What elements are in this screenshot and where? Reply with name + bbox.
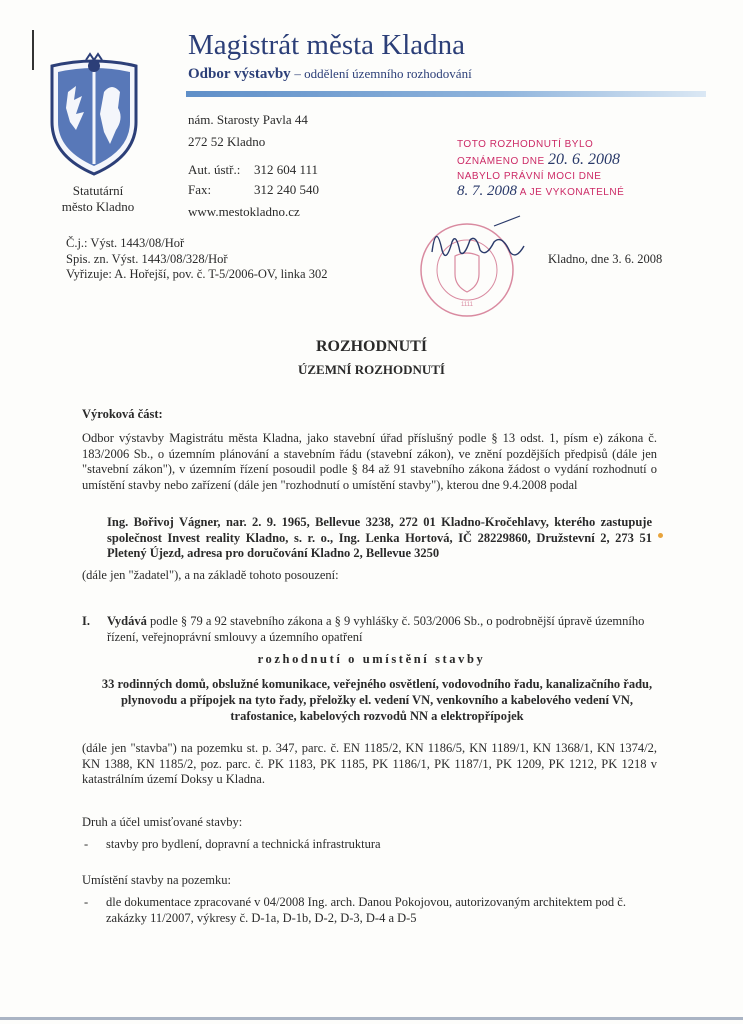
druh-bullet: - bbox=[84, 837, 89, 851]
crest-caption bbox=[46, 183, 150, 215]
druh-item: stavby pro bydlení, dopravní a technická infrastruktura bbox=[106, 837, 381, 851]
department-subtitle bbox=[188, 66, 472, 83]
margin-mark bbox=[32, 30, 34, 70]
stamp-line3: NABYLO PRÁVNÍ MOCI DNE bbox=[457, 171, 602, 182]
margin-dot bbox=[658, 533, 663, 538]
umisteni-title: Umístění stavby na pozemku: bbox=[82, 873, 231, 887]
address-line1: nám. Starosty Pavla 44 bbox=[188, 112, 308, 127]
decision-title: rozhodnutí o umístění stavby bbox=[257, 652, 486, 666]
stamp-line4: 8. 7. 2008 A JE VYKONATELNÉ bbox=[457, 183, 625, 199]
applicant-paragraph: Ing. Bořivoj Vágner, nar. 2. 9. 1965, Bellevue 3238, 272 01 Kladno-Kročehlavy, kterého zastupuje společnost Invest reality Kladno, s. r. o., Ing. Lenka Hortová, IČ 28229860, Družstevní 2, 273 51 Pletený Újezd, adresa pro doručování Kladno 2, Bellevue 3250 bbox=[107, 515, 652, 560]
umisteni-bullet: - bbox=[84, 895, 89, 909]
department-name: Odbor výstavby bbox=[188, 66, 291, 82]
page-title: Magistrát města Kladna bbox=[188, 29, 466, 61]
fax-value: 312 240 540 bbox=[254, 182, 319, 197]
stamp-date-announced: 20. 6. 2008 bbox=[547, 151, 620, 168]
druh-title: Druh a účel umisťované stavby: bbox=[82, 815, 243, 829]
intro-paragraph: Odbor výstavby Magistrátu města Kladna, jako stavební úřad příslušný podle § 13 odst. 1, písm e) zákona č. 183/2006 Sb., o územním plánování a stavebním řádu (stavební zákon), ve znění pozdějších předpisů (dále jen "stavební zákon"), v územním řízení posoudil podle § 84 až 91 stavebního zákona žádost o vydání rozhodnutí o umístění stavby nebo zařízení (dále jen "rozhodnutí o umístění stavby"), kterou dne 9.4.2008 podal bbox=[82, 431, 657, 492]
address-block bbox=[188, 112, 428, 220]
umisteni-item: dle dokumentace zpracované v 04/2008 Ing. arch. Danou Pokojovou, autorizovaným architektem pod č. zakázky 11/2007, výkresy č. D-1a, D-1b, D-2, D-3, D-4 a D-5 bbox=[106, 895, 626, 925]
place-date: Kladno, dne 3. 6. 2008 bbox=[548, 252, 663, 266]
reference-block bbox=[66, 236, 426, 283]
document-subheading: ÚZEMNÍ ROZHODNUTÍ bbox=[298, 362, 445, 377]
item-verb: Vydává bbox=[107, 614, 147, 628]
item-paragraph bbox=[107, 614, 659, 645]
seal-number: 1111 bbox=[460, 302, 474, 308]
phone-label: Aut. ústř.: bbox=[188, 162, 241, 177]
section-title: Výroková část: bbox=[82, 407, 163, 421]
item-text: podle § 79 a 92 stavebního zákona a § 9 vyhlášky č. 503/2006 Sb., o podrobnější úpravě územního řízení, veřejnoprávní smlouvy a územního opatření bbox=[107, 614, 645, 644]
website: www.mestokladno.cz bbox=[188, 204, 300, 219]
reference-cj: Č.j.: Výst. 1443/08/Hoř bbox=[66, 236, 185, 250]
department-section: – oddělení územního rozhodování bbox=[294, 66, 472, 81]
crest-caption-line1: Statutární bbox=[72, 183, 124, 198]
fax-label: Fax: bbox=[188, 182, 212, 197]
parcels-paragraph: (dále jen "stavba") na pozemku st. p. 347, parc. č. EN 1185/2, KN 1186/5, KN 1189/1, KN 1368/1, KN 1374/2, KN 1388, KN 1185/2, poz. parc. č. PK 1183, PK 1185, PK 1186/1, PK 1187/1, PK 1209, PK 1212, PK 1218 v katastrálním území Doksy u Kladna. bbox=[82, 741, 657, 786]
phone-value: 312 604 111 bbox=[254, 162, 319, 177]
reference-spis: Spis. zn. Výst. 1443/08/328/Hoř bbox=[66, 251, 228, 266]
phone-row bbox=[188, 162, 428, 182]
header-rule bbox=[186, 91, 706, 97]
stamp-line1: TOTO ROZHODNUTÍ BYLO bbox=[457, 139, 594, 150]
project-description: 33 rodinných domů, obslužné komunikace, veřejného osvětlení, vodovodního řadu, kanalizačního řadu, plynovodu a přípojek na tyto řady, přeložky el. vedení VN, venkovního a kabelového vedení VN, trafostanice, kabelových rozvodů NN a elektropřípojek bbox=[101, 677, 653, 723]
crest-caption-line2: město Kladno bbox=[61, 199, 135, 214]
handwritten-signature bbox=[424, 212, 534, 272]
scan-edge bbox=[0, 1017, 743, 1020]
city-crest-logo bbox=[46, 52, 142, 176]
after-applicant: (dále jen "žadatel"), a na základě tohoto posouzení: bbox=[82, 568, 339, 582]
address-line2: 272 52 Kladno bbox=[188, 134, 266, 149]
validity-stamp bbox=[457, 137, 669, 200]
reference-vyrizuje: Vyřizuje: A. Hořejší, pov. č. T-5/2006-OV, linka 302 bbox=[66, 267, 328, 281]
stamp-date-effective: 8. 7. 2008 bbox=[457, 183, 517, 199]
document-heading: ROZHODNUTÍ bbox=[315, 338, 428, 355]
fax-row bbox=[188, 182, 428, 204]
item-numeral: I. bbox=[82, 614, 90, 628]
stamp-line2: OZNÁMENO DNE 20. 6. 2008 bbox=[457, 151, 620, 168]
